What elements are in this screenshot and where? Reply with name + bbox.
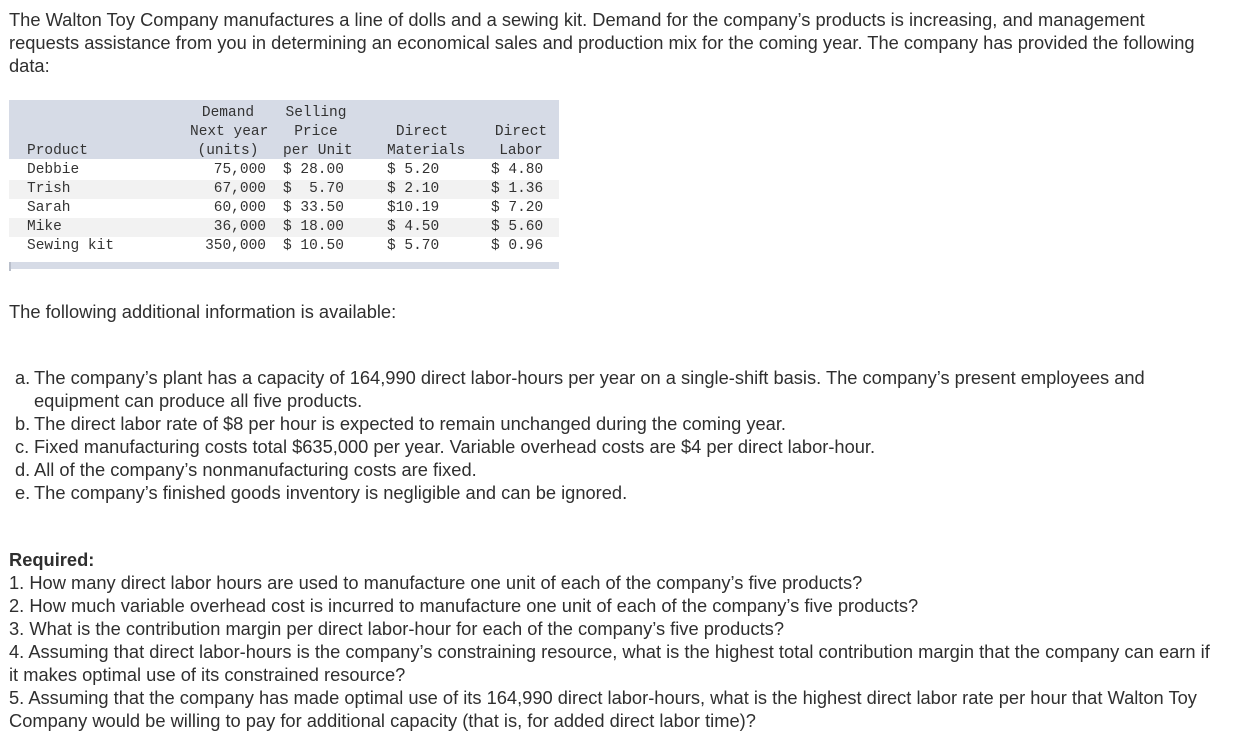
table-bottom-rule bbox=[9, 262, 559, 269]
additional-info-list bbox=[9, 366, 1209, 504]
cell-materials: $ 5.20 bbox=[387, 162, 440, 178]
question-2: 2. How much variable overhead cost is incurred to manufacture one unit of each of the company’s five products? bbox=[9, 595, 919, 616]
cell-materials: $10.19 bbox=[387, 200, 440, 216]
header-materials-line2: Materials bbox=[387, 143, 466, 159]
header-demand-line1: Demand bbox=[201, 105, 255, 121]
list-item bbox=[9, 481, 1209, 504]
cell-labor: $ 0.96 bbox=[491, 238, 544, 254]
list-marker: e. bbox=[15, 482, 31, 503]
header-price-line2: Price bbox=[294, 124, 338, 140]
table-row bbox=[9, 161, 559, 180]
cell-product: Mike bbox=[27, 219, 62, 235]
header-materials-line1: Direct bbox=[395, 124, 449, 140]
question-3: 3. What is the contribution margin per direct labor-hour for each of the company’s five products? bbox=[9, 618, 784, 639]
required-section bbox=[9, 548, 1214, 732]
cell-demand: 36,000 bbox=[213, 219, 266, 235]
cell-demand: 350,000 bbox=[205, 238, 266, 254]
cell-price: $ 10.50 bbox=[283, 238, 344, 254]
header-demand-line3: (units) bbox=[197, 143, 259, 159]
header-price-line3: per Unit bbox=[283, 143, 353, 159]
table-row bbox=[9, 199, 559, 218]
list-item-text: The direct labor rate of $8 per hour is expected to remain unchanged during the coming year. bbox=[34, 413, 787, 434]
cell-price: $ 5.70 bbox=[283, 181, 344, 197]
cell-labor: $ 1.36 bbox=[491, 181, 544, 197]
table-row bbox=[9, 180, 559, 199]
list-item bbox=[9, 366, 1209, 412]
cell-product: Sewing kit bbox=[27, 238, 115, 254]
list-marker: a. bbox=[15, 367, 31, 388]
cell-demand: 75,000 bbox=[213, 162, 266, 178]
list-item bbox=[9, 458, 1209, 481]
table-row bbox=[9, 237, 559, 256]
cell-price: $ 33.50 bbox=[283, 200, 344, 216]
intro-paragraph: The Walton Toy Company manufactures a line of dolls and a sewing kit. Demand for the company’s products is increasing, and management requests assistance from you in determining an economical sales and production mix for the coming year. The company has provided the following data: bbox=[9, 9, 1195, 76]
list-item-text: The company’s plant has a capacity of 164,990 direct labor-hours per year on a single-shift basis. The company’s present employees and equipment can produce all five products. bbox=[34, 367, 1145, 411]
list-item-text: The company’s finished goods inventory is negligible and can be ignored. bbox=[34, 482, 628, 503]
question-1: 1. How many direct labor hours are used to manufacture one unit of each of the company’s five products? bbox=[9, 572, 863, 593]
cell-labor: $ 5.60 bbox=[491, 219, 544, 235]
header-labor-line2: Labor bbox=[499, 143, 543, 159]
cell-price: $ 28.00 bbox=[283, 162, 344, 178]
cell-materials: $ 5.70 bbox=[387, 238, 440, 254]
cell-materials: $ 2.10 bbox=[387, 181, 440, 197]
cell-demand: 67,000 bbox=[213, 181, 266, 197]
cell-labor: $ 4.80 bbox=[491, 162, 544, 178]
list-item bbox=[9, 412, 1209, 435]
question-5: 5. Assuming that the company has made optimal use of its 164,990 direct labor-hours, what is the highest direct labor rate per hour that Walton Toy Company would be willing to pay for additional capacity (that is, for added direct labor time)? bbox=[9, 687, 1197, 731]
cell-price: $ 18.00 bbox=[283, 219, 344, 235]
cell-labor: $ 7.20 bbox=[491, 200, 544, 216]
list-item-text: Fixed manufacturing costs total $635,000 per year. Variable overhead costs are $4 per direct labor-hour. bbox=[34, 436, 876, 457]
list-item-text: All of the company’s nonmanufacturing costs are fixed. bbox=[34, 459, 477, 480]
cell-demand: 60,000 bbox=[213, 200, 266, 216]
question-4: 4. Assuming that direct labor-hours is the company’s constraining resource, what is the highest total contribution margin that the company can earn if it makes optimal use of its constrained resource? bbox=[9, 641, 1210, 685]
additional-info-heading: The following additional information is available: bbox=[9, 301, 397, 322]
header-demand-line2: Next year bbox=[190, 124, 269, 140]
header-price-line1: Selling bbox=[285, 105, 347, 121]
table-row bbox=[9, 218, 559, 237]
required-title: Required: bbox=[9, 549, 95, 570]
header-product: Product bbox=[27, 143, 88, 159]
table-bottom-corner bbox=[9, 262, 11, 271]
list-item bbox=[9, 435, 1209, 458]
cell-product: Trish bbox=[27, 181, 71, 197]
list-marker: b. bbox=[15, 413, 31, 434]
product-data-table bbox=[9, 100, 559, 274]
cell-product: Sarah bbox=[27, 200, 71, 216]
header-labor-line1: Direct bbox=[494, 124, 548, 140]
cell-product: Debbie bbox=[27, 162, 80, 178]
cell-materials: $ 4.50 bbox=[387, 219, 440, 235]
list-marker: c. bbox=[15, 436, 30, 457]
list-marker: d. bbox=[15, 459, 31, 480]
